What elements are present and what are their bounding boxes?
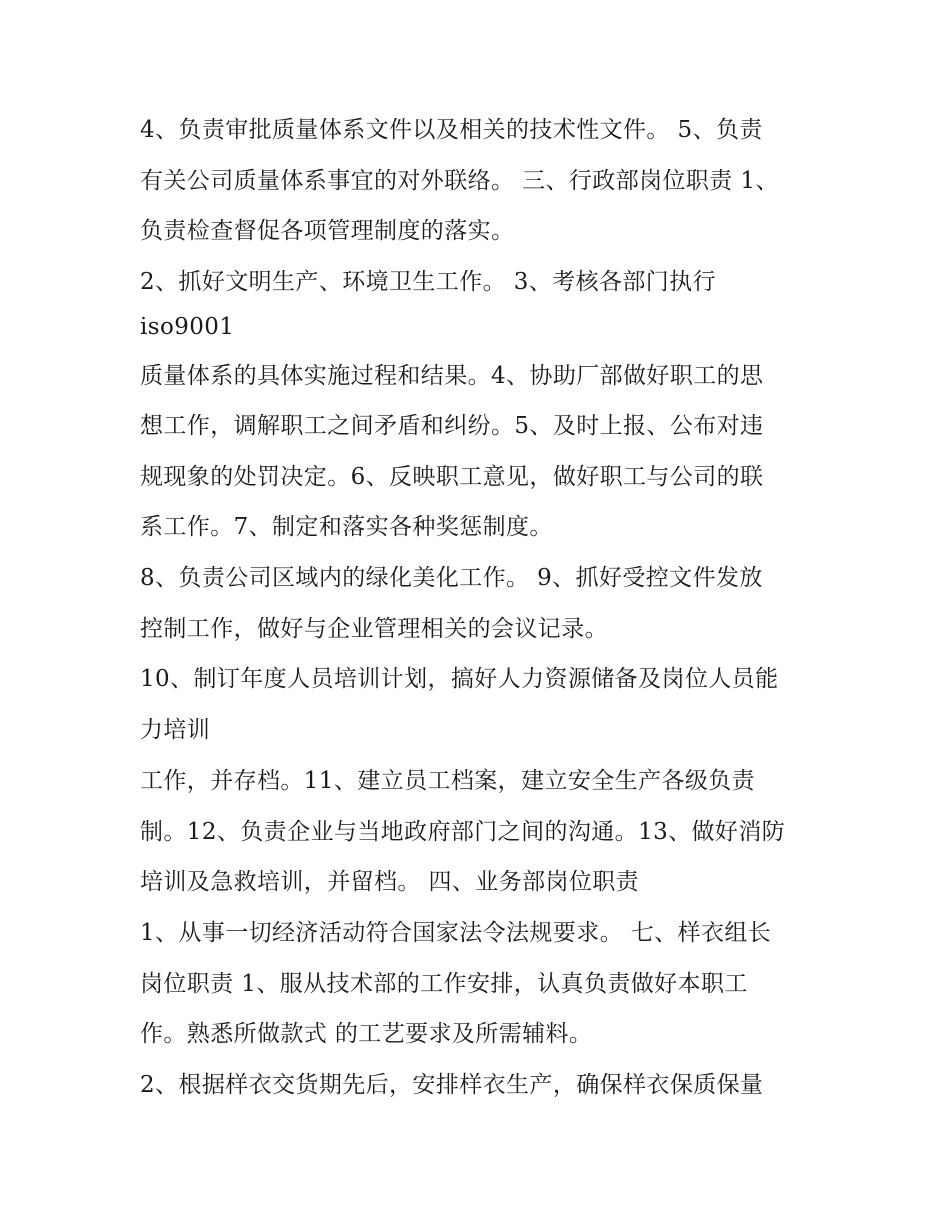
text-line-4: 2、抓好文明生产、环境卫生工作。 3、考核各部门执行 <box>140 269 716 295</box>
text-line-7: 想工作，调解职工之间矛盾和纠纷。5、及时上报、公布对违 <box>140 413 764 439</box>
text-line-20: 2、根据样衣交货期先后，安排样衣生产，确保样衣保质保量 <box>140 1072 764 1098</box>
text-line-2: 有关公司质量体系事宜的对外联络。 三、行政部岗位职责 1、 <box>140 168 779 194</box>
text-line-9: 系工作。7、制定和落实各种奖惩制度。 <box>140 514 553 540</box>
text-line-1: 4、负责审批质量体系文件以及相关的技术性文件。 5、负责 <box>140 117 763 143</box>
text-line-8: 规现象的处罚决定。6、反映职工意见，做好职工与公司的联 <box>140 464 764 490</box>
text-line-15: 制。12、负责企业与当地政府部门之间的沟通。13、做好消防 <box>140 819 786 845</box>
text-line-13: 力培训 <box>140 717 211 743</box>
text-line-5: iso9001 <box>140 314 235 340</box>
text-line-19: 作。熟悉所做款式 的工艺要求及所需辅料。 <box>140 1021 593 1047</box>
text-line-6: 质量体系的具体实施过程和结果。4、协助厂部做好职工的思 <box>140 363 764 389</box>
text-line-18: 岗位职责 1、服从技术部的工作安排，认真负责做好本职工 <box>140 971 748 997</box>
text-line-3: 负责检查督促各项管理制度的落实。 <box>140 218 515 244</box>
text-line-17: 1、从事一切经济活动符合国家法令法规要求。 七、样衣组长 <box>140 920 772 946</box>
text-line-14: 工作，并存档。11、建立员工档案，建立安全生产各级负责 <box>140 768 756 794</box>
text-line-12: 10、制订年度人员培训计划，搞好人力资源储备及岗位人员能 <box>140 666 779 692</box>
text-line-10: 8、负责公司区域内的绿化美化工作。 9、抓好受控文件发放 <box>140 565 763 591</box>
text-line-11: 控制工作，做好与企业管理相关的会议记录。 <box>140 616 608 642</box>
text-line-16: 培训及急救培训，并留档。 四、业务部岗位职责 <box>140 869 640 895</box>
